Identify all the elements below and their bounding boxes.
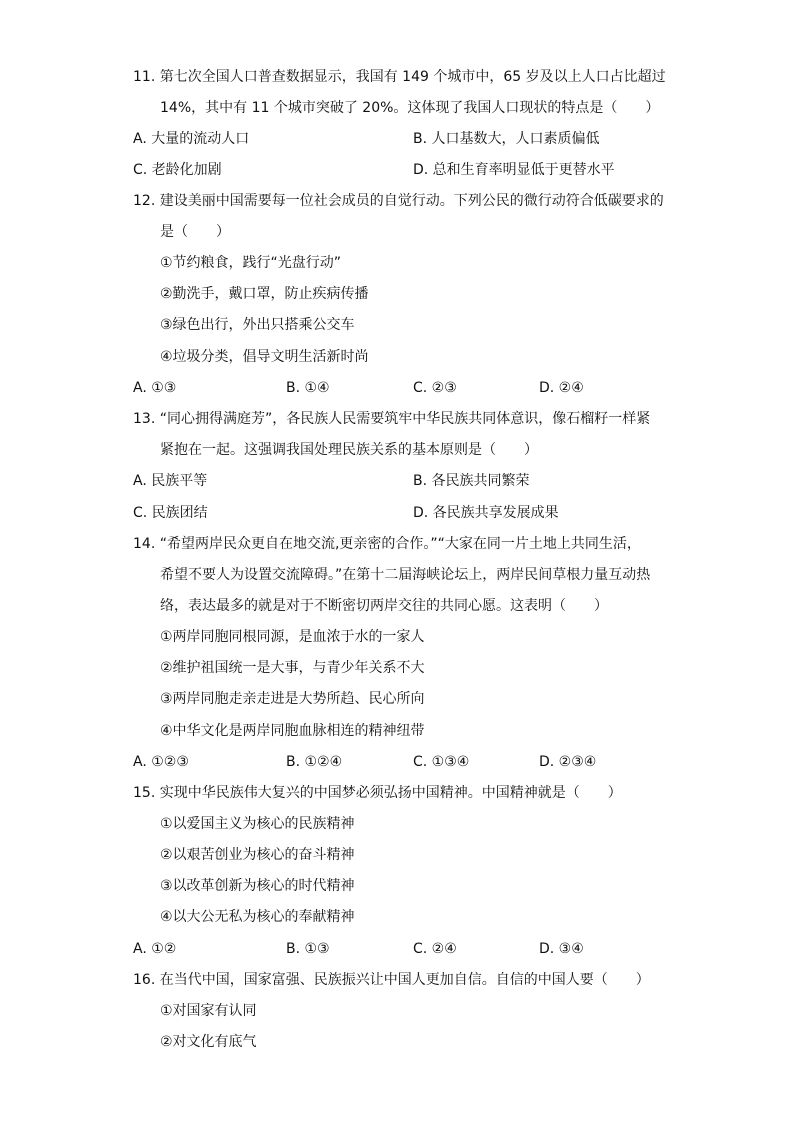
question-14-line-3: 络，表达最多的就是对于不断密切两岸交往的共同心愿。这表明（ ） [160,598,608,614]
question-14-option-a: A. ①②③ [133,754,189,770]
question-15-option-c: C. ②④ [413,941,457,957]
question-14-option-b: B. ①②④ [286,754,343,770]
question-13-option-d: D. 各民族共享发展成果 [413,505,559,521]
question-11-option-b: B. 人口基数大，人口素质偏低 [413,131,600,147]
question-13-option-b: B. 各民族共同繁荣 [413,473,530,489]
question-11-number: 11. [133,69,156,85]
question-12-option-c: C. ②③ [413,380,457,396]
question-16-line-1: 16. 在当代中国，国家富强、民族振兴让中国人更加自信。自信的中国人要（ ） [133,972,650,988]
question-12-option-a: A. ①③ [133,380,177,396]
question-15-item-3: ③以改革创新为核心的时代精神 [160,878,355,894]
question-14-option-c: C. ①③④ [413,754,470,770]
question-14-option-d: D. ②③④ [539,754,597,770]
question-11-option-c: C. 老龄化加剧 [133,162,222,178]
question-13-number: 13. [133,411,156,427]
question-16-item-2: ②对文化有底气 [160,1034,257,1050]
question-11-line-2: 14%，其中有 11 个城市突破了 20%。这体现了我国人口现状的特点是（ ） [160,100,660,116]
question-11-option-a: A. 大量的流动人口 [133,131,250,147]
question-13-line-1: 13. “同心拥得满庭芳”，各民族人民需要筑牢中华民族共同体意识，像石榴籽一样紧 [133,411,651,427]
question-14-number: 14. [133,536,156,552]
question-15-number: 15. [133,785,156,801]
question-14-line-2: 希望不要人为设置交流障碍。”在第十二届海峡论坛上，两岸民间草根力量互动热 [160,567,651,583]
question-12-number: 12. [133,193,156,209]
question-12-option-d: D. ②④ [539,380,584,396]
question-13-line-2: 紧抱在一起。这强调我国处理民族关系的基本原则是（ ） [160,442,538,458]
question-11-option-d: D. 总和生育率明显低于更替水平 [413,162,615,178]
question-12-item-4: ④垃圾分类，倡导文明生活新时尚 [160,349,369,365]
question-12-option-b: B. ①④ [286,380,330,396]
question-12-line-1: 12. 建设美丽中国需要每一位社会成员的自觉行动。下列公民的微行动符合低碳要求的 [133,193,664,209]
question-15-item-1: ①以爱国主义为核心的民族精神 [160,816,355,832]
question-12-item-1: ①节约粮食，践行“光盘行动” [160,255,342,271]
question-12-item-3: ③绿色出行，外出只搭乘公交车 [160,317,355,333]
question-15-line-1: 15. 实现中华民族伟大复兴的中国梦必须弘扬中国精神。中国精神就是（ ） [133,785,622,801]
question-14-item-4: ④中华文化是两岸同胞血脉相连的精神纽带 [160,723,425,739]
question-12-line-2: 是（ ） [160,224,230,240]
question-15-option-a: A. ①② [133,941,177,957]
question-15-option-b: B. ①③ [286,941,330,957]
question-13-option-a: A. 民族平等 [133,473,208,489]
question-16-item-1: ①对国家有认同 [160,1003,257,1019]
question-14-item-1: ①两岸同胞同根同源，是血浓于水的一家人 [160,629,425,645]
question-14-item-2: ②维护祖国统一是大事，与青少年关系不大 [160,660,425,676]
question-15-item-4: ④以大公无私为核心的奉献精神 [160,909,355,925]
question-14-item-3: ③两岸同胞走亲走进是大势所趋、民心所向 [160,691,425,707]
question-16-number: 16. [133,972,156,988]
question-13-option-c: C. 民族团结 [133,505,208,521]
question-15-item-2: ②以艰苦创业为核心的奋斗精神 [160,847,355,863]
question-14-line-1: 14. “希望两岸民众更自在地交流,更亲密的合作。”“大家在同一片土地上共同生活， [133,536,641,552]
question-11-line-1: 11. 第七次全国人口普查数据显示，我国有 149 个城市中，65 岁及以上人口占比超过 [133,69,666,85]
question-15-option-d: D. ③④ [539,941,584,957]
question-12-item-2: ②勤洗手，戴口罩，防止疾病传播 [160,286,369,302]
